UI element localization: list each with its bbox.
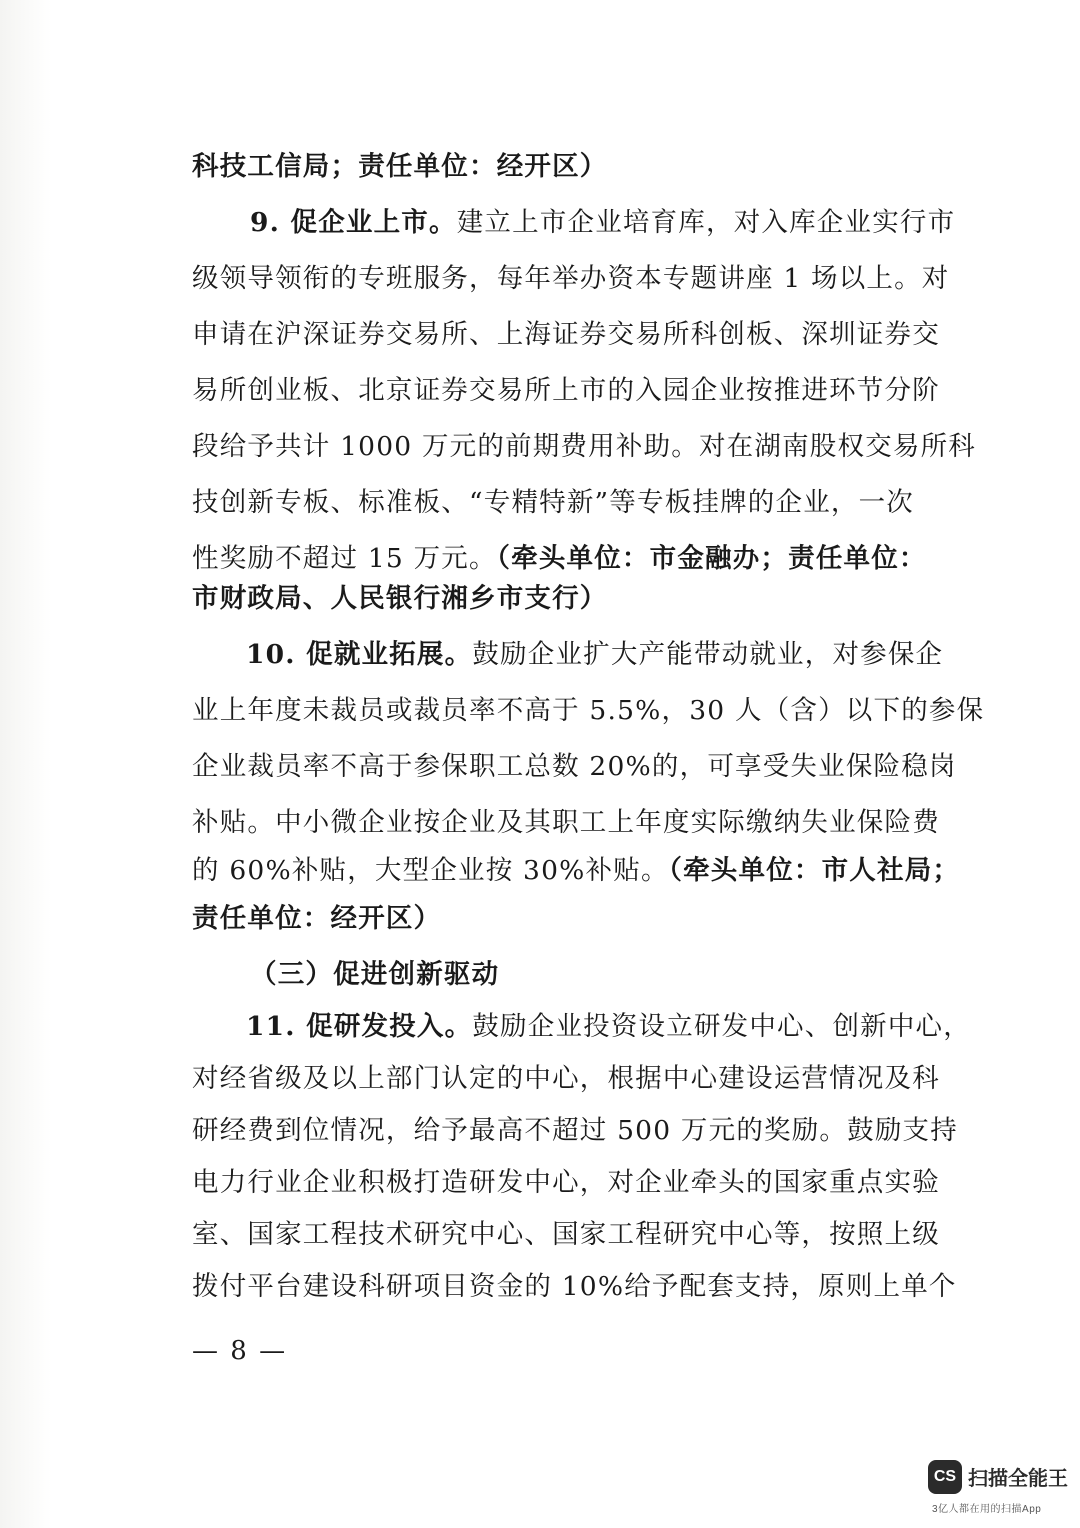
text-line-22 bbox=[192, 1270, 957, 1304]
text-line-9 bbox=[192, 582, 608, 616]
text-line-14 bbox=[192, 854, 960, 888]
watermark-name: 扫描全能王 bbox=[968, 1468, 1068, 1490]
text-line-12 bbox=[192, 750, 957, 784]
item-heading: 10. 促就业拓展。 bbox=[246, 639, 473, 670]
line-segment: 段给予共计 1000 万元的前期费用补助。对在湖南股权交易所科 bbox=[192, 431, 976, 462]
text-line-15 bbox=[192, 902, 441, 936]
text-line-17 bbox=[246, 1010, 971, 1044]
item-heading: 9. 促企业上市。 bbox=[250, 207, 457, 238]
line-segment: 鼓励企业扩大产能带动就业，对参保企 bbox=[472, 639, 944, 670]
line-segment: 技创新专板、标准板、“专精特新”等专板挂牌的企业，一次 bbox=[192, 487, 914, 518]
section-heading bbox=[250, 958, 499, 992]
line-segment: 对经省级及以上部门认定的中心，根据中心建设运营情况及科 bbox=[192, 1063, 940, 1094]
scanner-watermark bbox=[928, 1460, 1068, 1516]
watermark-tagline: 3亿人都在用的扫描App bbox=[932, 1504, 1042, 1515]
line-segment: 性奖励不超过 15 万元。 bbox=[192, 543, 497, 574]
text-line-7 bbox=[192, 486, 914, 520]
text-line-13 bbox=[192, 806, 940, 840]
line-segment: 电力行业企业积极打造研发中心，对企业牵头的国家重点实验 bbox=[192, 1167, 940, 1198]
text-line-19 bbox=[192, 1114, 958, 1148]
line-segment: 责任单位：经开区） bbox=[192, 903, 442, 934]
text-line-6 bbox=[192, 430, 976, 464]
text-line-11 bbox=[192, 694, 984, 728]
line-segment: 的 60%补贴，大型企业按 30%补贴。 bbox=[192, 855, 669, 886]
text-line-20 bbox=[192, 1166, 940, 1200]
line-segment: 鼓励企业投资设立研发中心、创新中心， bbox=[472, 1011, 971, 1042]
line-segment: 易所创业板、北京证券交易所上市的入园企业按推进环节分阶 bbox=[192, 375, 940, 406]
line-segment: 建立上市企业培育库，对入库企业实行市 bbox=[456, 207, 956, 238]
line-segment: （牵头单位：市金融办；责任单位： bbox=[496, 543, 927, 574]
line-segment: 业上年度未裁员或裁员率不高于 5.5%，30 人（含）以下的参保 bbox=[192, 695, 985, 726]
camscanner-logo: CS bbox=[928, 1460, 962, 1494]
page-number: — 8 — bbox=[192, 1336, 288, 1366]
text-line-10 bbox=[246, 638, 943, 672]
text-line-8 bbox=[192, 542, 927, 576]
text-line-5 bbox=[192, 374, 940, 408]
text-line-4 bbox=[192, 318, 940, 352]
scan-edge-shadow bbox=[0, 0, 52, 1528]
text-line-1 bbox=[192, 150, 608, 184]
line-segment: 补贴。中小微企业按企业及其职工上年度实际缴纳失业保险费 bbox=[192, 807, 940, 838]
section-title: （三）促进创新驱动 bbox=[250, 959, 500, 990]
line-segment: 级领导领衔的专班服务，每年举办资本专题讲座 1 场以上。对 bbox=[192, 263, 950, 294]
line-segment: 研经费到位情况，给予最高不超过 500 万元的奖励。鼓励支持 bbox=[192, 1115, 958, 1146]
text-line-18 bbox=[192, 1062, 940, 1096]
line-segment: 企业裁员率不高于参保职工总数 20%的，可享受失业保险稳岗 bbox=[192, 751, 957, 782]
text-line-3 bbox=[192, 262, 950, 296]
line-segment: 申请在沪深证券交易所、上海证券交易所科创板、深圳证券交 bbox=[192, 319, 940, 350]
line-segment: （牵头单位：市人社局； bbox=[668, 855, 961, 886]
line-segment: 科技工信局；责任单位：经开区） bbox=[192, 151, 608, 182]
text-line-21 bbox=[192, 1218, 940, 1252]
item-heading: 11. 促研发投入。 bbox=[246, 1011, 473, 1042]
line-segment: 拨付平台建设科研项目资金的 10%给予配套支持，原则上单个 bbox=[192, 1271, 957, 1302]
line-segment: 室、国家工程技术研究中心、国家工程研究中心等，按照上级 bbox=[192, 1219, 940, 1250]
text-line-2 bbox=[250, 206, 955, 240]
line-segment: 市财政局、人民银行湘乡市支行） bbox=[192, 583, 608, 614]
